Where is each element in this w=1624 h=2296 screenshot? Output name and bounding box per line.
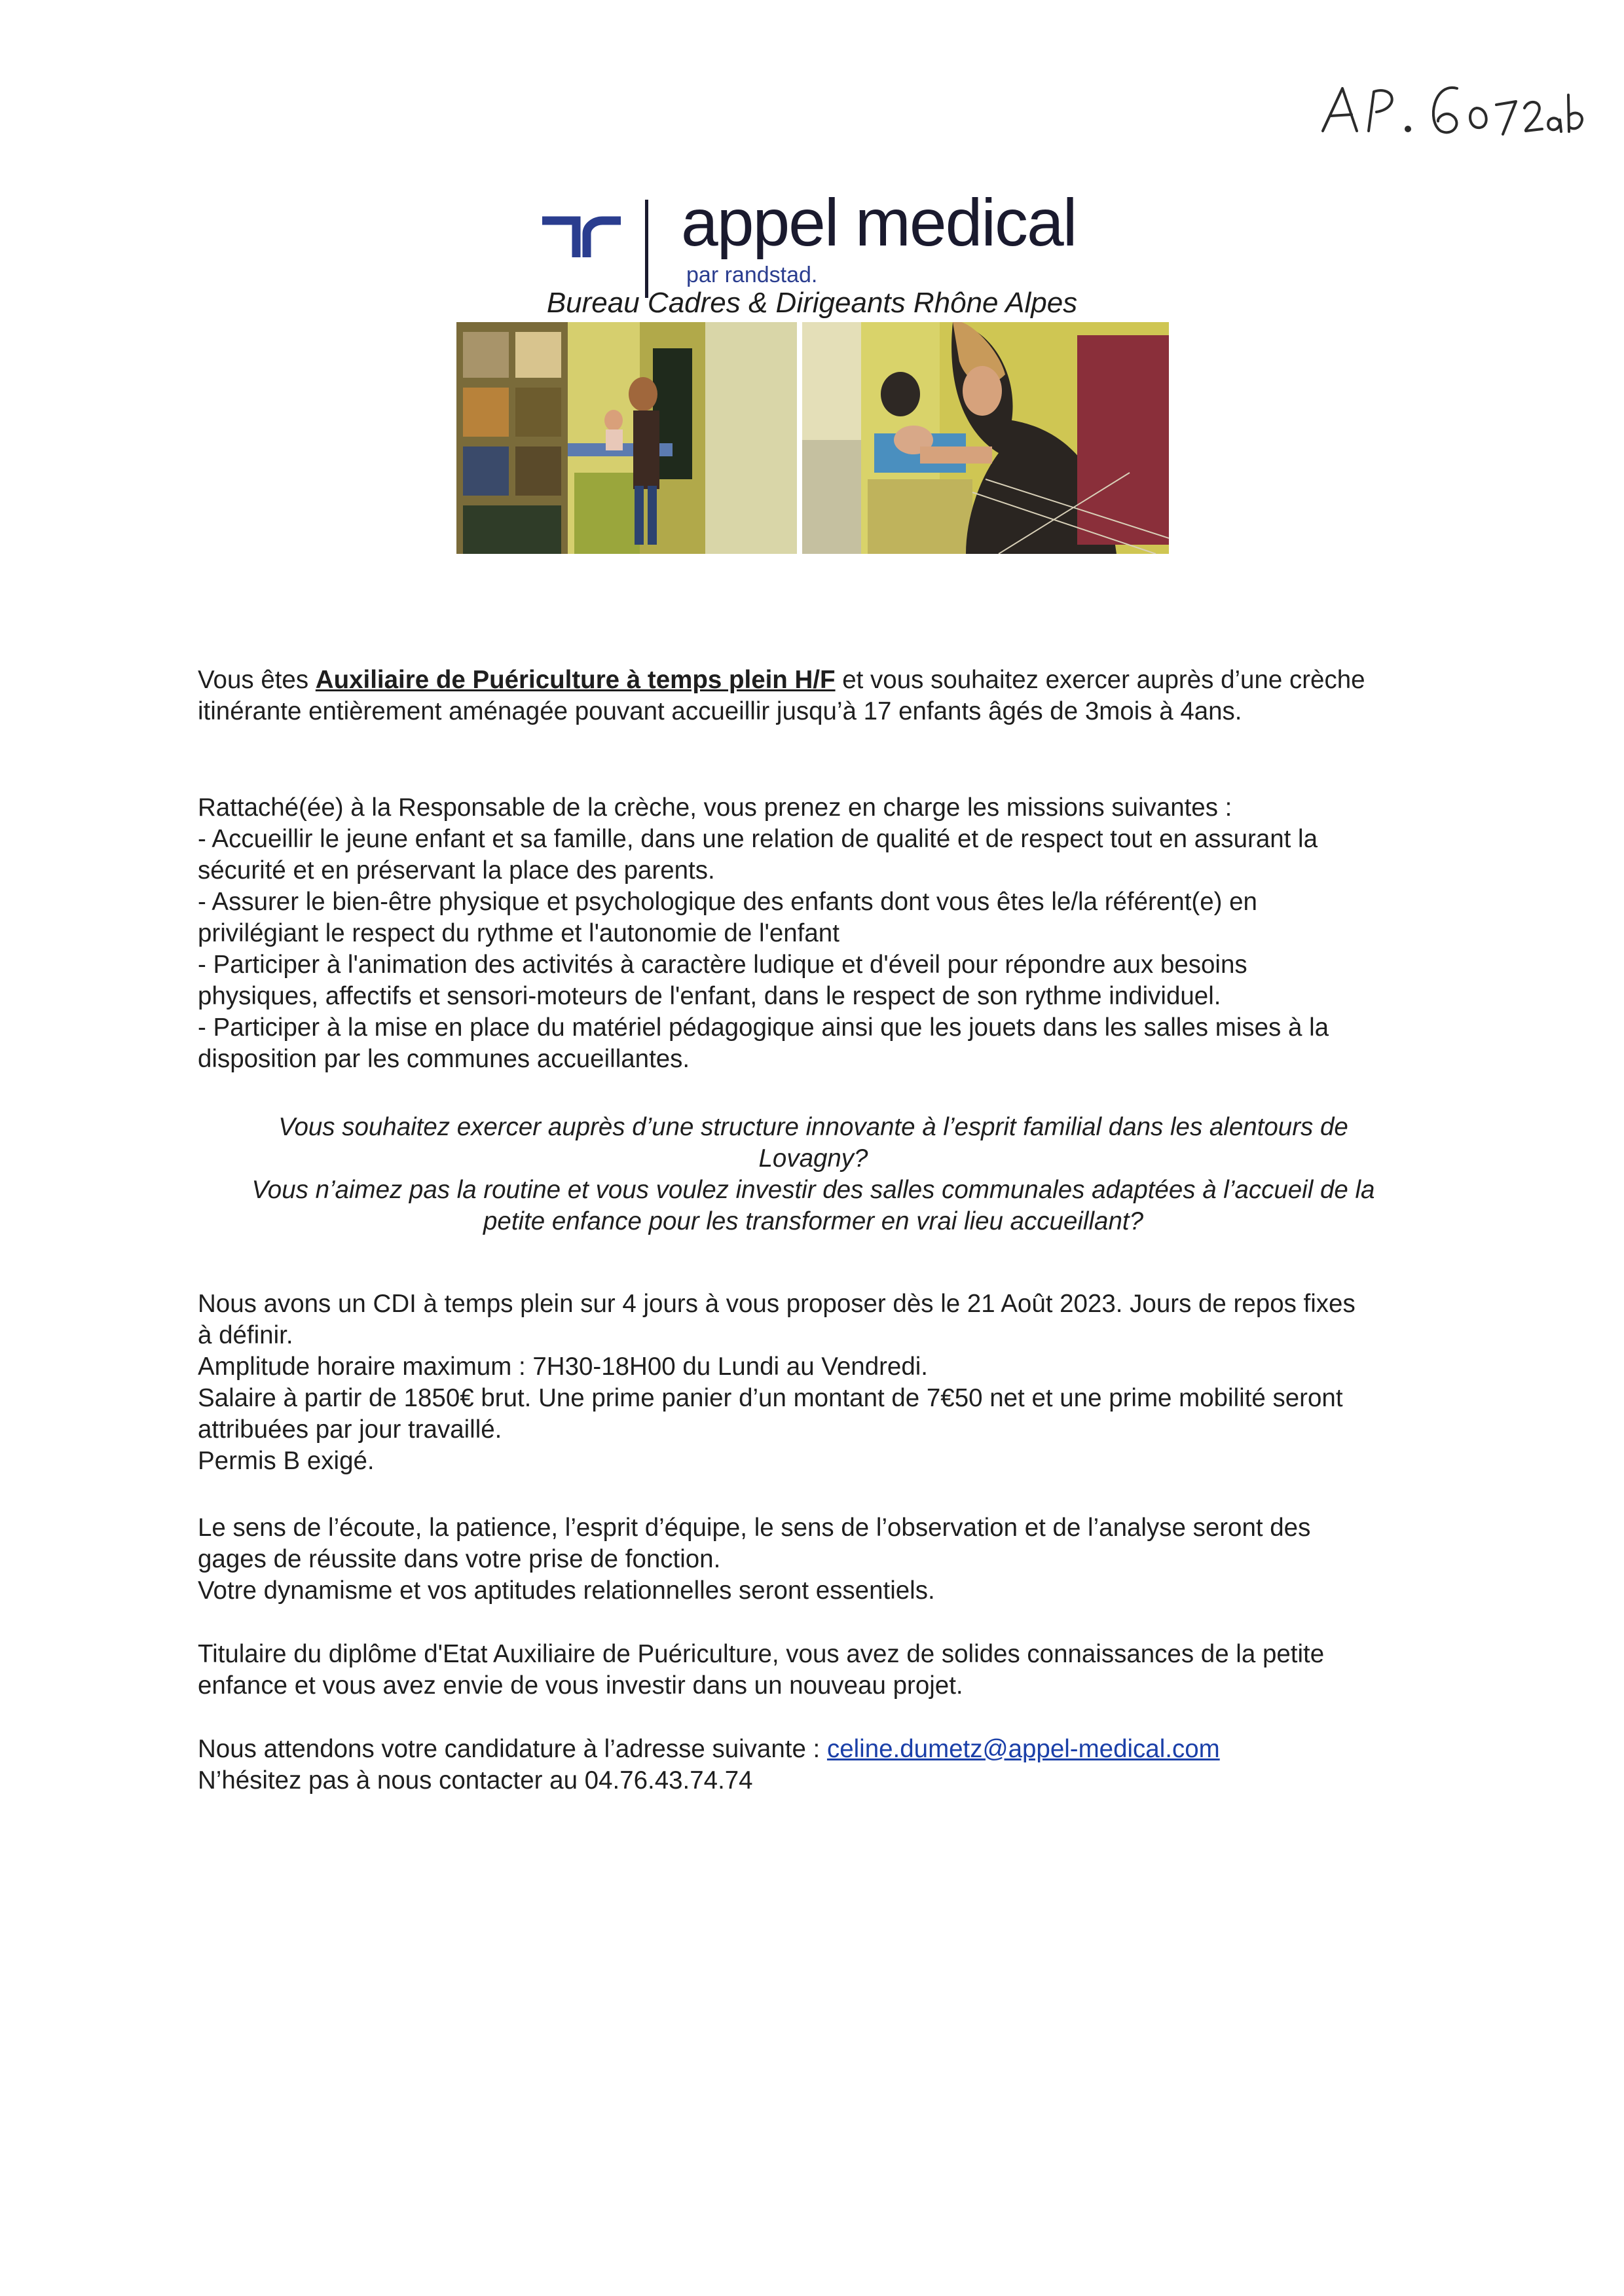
diploma-line: enfance et vous avez envie de vous investir dans un nouveau projet. bbox=[198, 1671, 963, 1700]
offer-line: Salaire à partir de 1850€ brut. Une prime panier d’un montant de 7€50 net et une prime mobilité seront bbox=[198, 1384, 1343, 1412]
missions-line: privilégiant le respect du rythme et l'autonomie de l'enfant bbox=[198, 919, 840, 947]
intro-paragraph bbox=[198, 665, 1429, 727]
highlight-line: petite enfance pour les transformer en vrai lieu accueillant? bbox=[483, 1207, 1143, 1235]
offer-line: Nous avons un CDI à temps plein sur 4 jours à vous proposer dès le 21 Août 2023. Jours de repos fixes bbox=[198, 1290, 1356, 1318]
offer-line: à définir. bbox=[198, 1321, 293, 1349]
logo-divider bbox=[645, 200, 648, 298]
missions-line: disposition par les communes accueillantes. bbox=[198, 1045, 690, 1073]
missions-line: - Participer à l'animation des activités à caractère ludique et d'éveil pour répondre aux besoins bbox=[198, 951, 1247, 979]
contact-line-1 bbox=[198, 1734, 1429, 1765]
photo-creche-interior bbox=[456, 322, 797, 554]
qualities-line: Le sens de l’écoute, la patience, l’esprit d’équipe, le sens de l’observation et de l’analyse seront des bbox=[198, 1514, 1311, 1542]
qualities-line: Votre dynamisme et vos aptitudes relationnelles seront essentiels. bbox=[198, 1576, 935, 1605]
intro-line-1 bbox=[198, 665, 1429, 696]
qualities-line: gages de réussite dans votre prise de fonction. bbox=[198, 1545, 721, 1573]
highlight-line: Vous n’aimez pas la routine et vous voulez investir des salles communales adaptées à l’accueil de la bbox=[251, 1176, 1375, 1204]
brand-logo bbox=[537, 183, 1100, 288]
diploma-paragraph bbox=[198, 1639, 1429, 1702]
missions-paragraph bbox=[198, 792, 1429, 1075]
missions-line: physiques, affectifs et sensori-moteurs de l'enfant, dans le respect de son rythme individuel. bbox=[198, 982, 1221, 1010]
qualities-paragraph bbox=[198, 1512, 1429, 1607]
offer-line: Permis B exigé. bbox=[198, 1447, 375, 1475]
missions-line: - Assurer le bien-être physique et psychologique des enfants dont vous êtes le/la référent(e) en bbox=[198, 888, 1257, 916]
contact-phone-line: N’hésitez pas à nous contacter au 04.76.43.74.74 bbox=[198, 1766, 753, 1795]
contact-email-link[interactable]: celine.dumetz@appel-medical.com bbox=[826, 1735, 1220, 1763]
offer-paragraph bbox=[198, 1288, 1429, 1477]
offer-line: Amplitude horaire maximum : 7H30-18H00 du Lundi au Vendredi. bbox=[198, 1353, 928, 1381]
highlight-line: Vous souhaitez exercer auprès d’une structure innovante à l’esprit familial dans les alentours de bbox=[278, 1113, 1348, 1141]
bureau-title: Bureau Cadres & Dirigeants Rhône Alpes bbox=[546, 287, 1078, 319]
missions-line: - Accueillir le jeune enfant et sa famille, dans une relation de qualité et de respect tout en assurant la bbox=[198, 825, 1318, 853]
missions-line: - Participer à la mise en place du matériel pédagogique ainsi que les jouets dans les salles mises à la bbox=[198, 1013, 1329, 1042]
randstad-mark-icon bbox=[537, 206, 655, 259]
highlight-line: Lovagny? bbox=[758, 1144, 868, 1173]
contact-paragraph bbox=[198, 1734, 1429, 1796]
intro-line-2: itinérante entièrement aménagée pouvant accueillir jusqu’à 17 enfants âgés de 3mois à 4ans. bbox=[198, 697, 1242, 725]
highlight-paragraph bbox=[198, 1112, 1429, 1237]
brand-subtitle: par randstad. bbox=[686, 263, 818, 287]
job-title: Auxiliaire de Puériculture à temps plein H/F bbox=[315, 666, 836, 694]
brand-name: appel medical bbox=[681, 185, 1077, 260]
contact-prefix: Nous attendons votre candidature à l’adresse suivante : bbox=[198, 1735, 827, 1763]
handwritten-reference bbox=[1316, 69, 1591, 147]
diploma-line: Titulaire du diplôme d'Etat Auxiliaire de Puériculture, vous avez de solides connaissances de la petite bbox=[198, 1640, 1325, 1668]
offer-line: attribuées par jour travaillé. bbox=[198, 1415, 502, 1444]
intro-prefix: Vous êtes bbox=[198, 666, 316, 694]
missions-line: Rattaché(ée) à la Responsable de la crèche, vous prenez en charge les missions suivantes : bbox=[198, 793, 1232, 822]
photo-caregiver-with-baby bbox=[802, 322, 1169, 554]
intro-line-1-rest: et vous souhaitez exercer auprès d’une crèche bbox=[835, 666, 1365, 694]
missions-line: sécurité et en préservant la place des parents. bbox=[198, 856, 715, 884]
